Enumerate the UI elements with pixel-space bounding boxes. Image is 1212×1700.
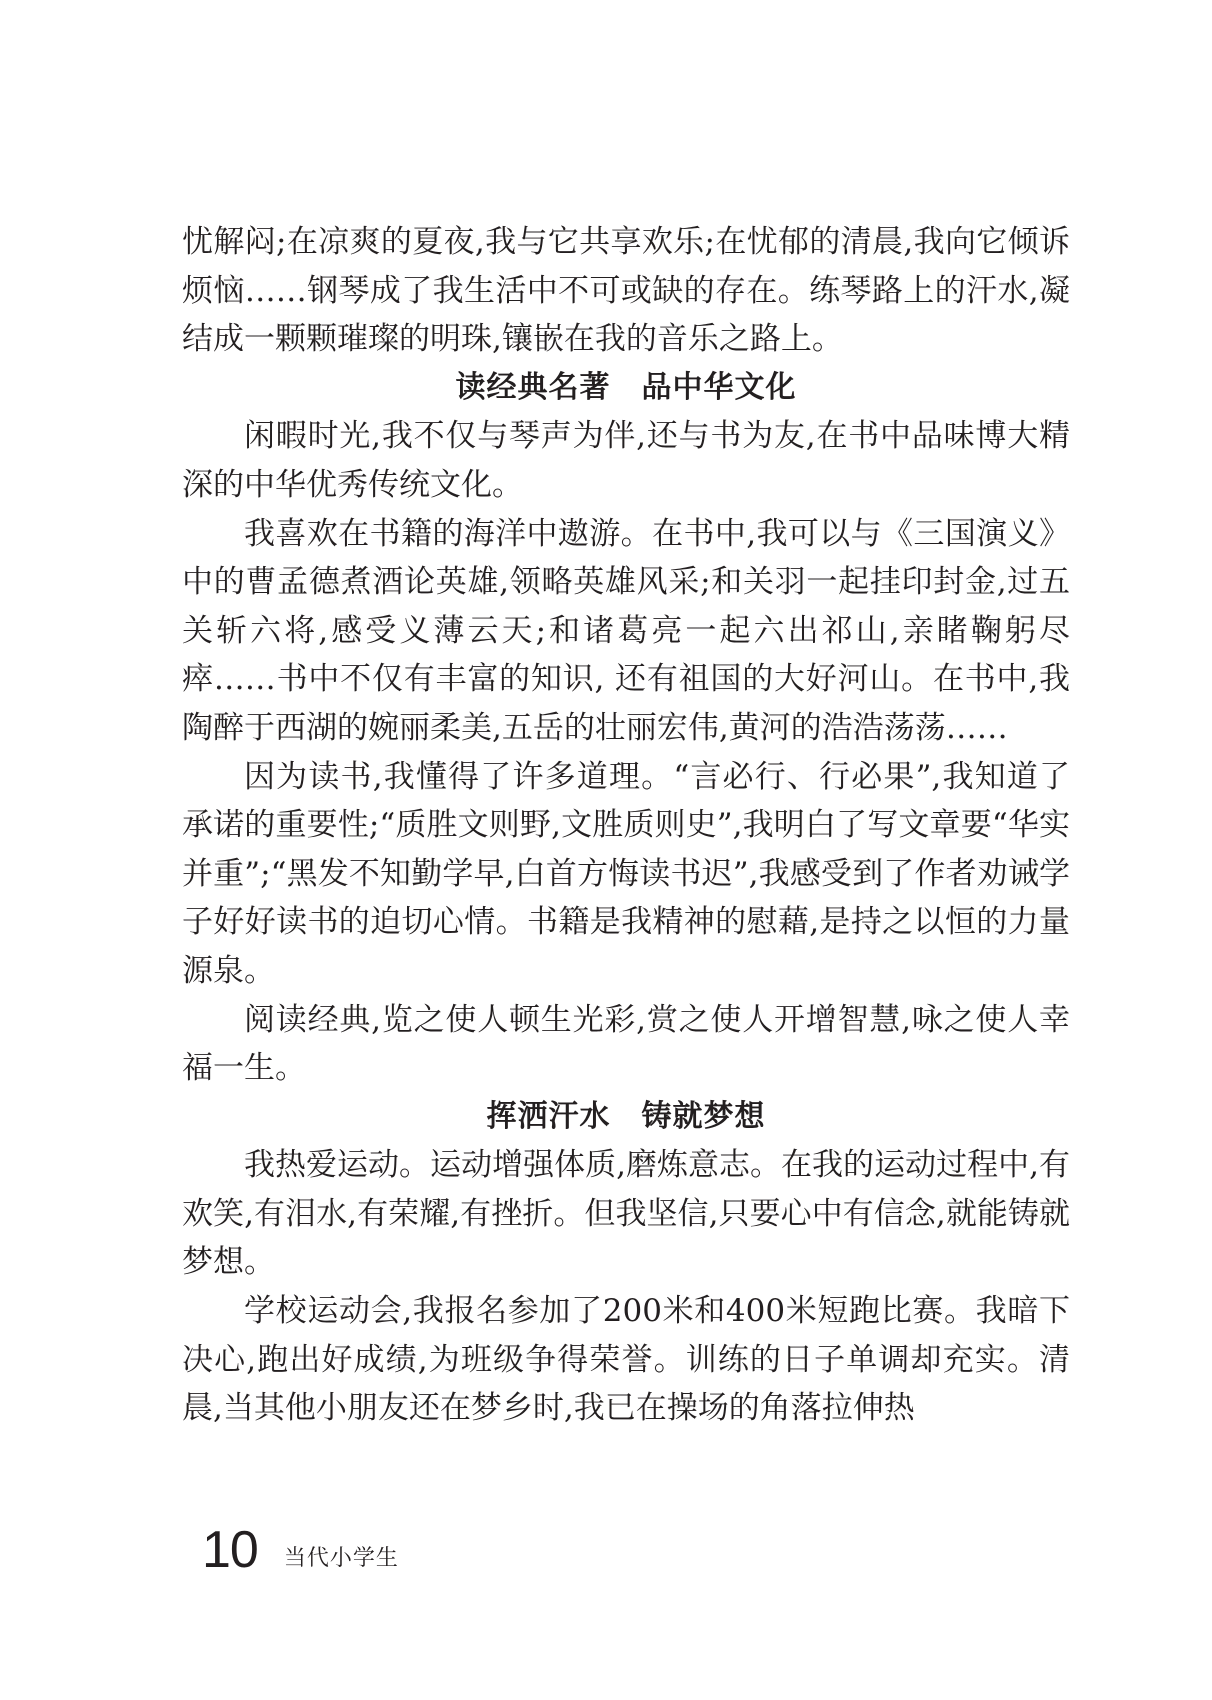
magazine-name: 当代小学生 <box>283 1546 399 1571</box>
paragraph: 学校运动会,我报名参加了200米和400米短跑比赛。我暗下决心,跑出好成绩,为班级争得荣誉。训练的日子单调却充实。清晨,当其他小朋友还在梦乡时,我已在操场的角落拉伸热 <box>182 1293 1070 1427</box>
paragraph: 我热爱运动。运动增强体质,磨炼意志。在我的运动过程中,有欢笑,有泪水,有荣耀,有挫折。但我坚信,只要心中有信念,就能铸就梦想。 <box>182 1147 1070 1281</box>
article-body <box>182 218 1070 1433</box>
page-footer <box>202 1512 399 1579</box>
paragraph: 我喜欢在书籍的海洋中遨游。在书中,我可以与《三国演义》中的曹孟德煮酒论英雄,领略英雄风采;和关羽一起挂印封金,过五关斩六将,感受义薄云天;和诸葛亮一起六出祁山,亲睹鞠躬尽瘁……书中不仅有丰富的知识, 还有祖国的大好河山。在书中,我陶醉于西湖的婉丽柔美,五岳的壮丽宏伟,黄河的浩浩荡荡…… <box>182 515 1070 746</box>
page-number: 10 <box>202 1521 258 1579</box>
paragraph: 闲暇时光,我不仅与琴声为伴,还与书为友,在书中品味博大精深的中华优秀传统文化。 <box>182 418 1070 503</box>
section-heading-sports: 挥洒汗水 铸就梦想 <box>486 1098 766 1134</box>
paragraph: 因为读书,我懂得了许多道理。“言必行、行必果”,我知道了承诺的重要性;“质胜文则野,文胜质则史”,我明白了写文章要“华实并重”;“黑发不知勤学早,白首方悔读书迟”,我感受到了作者劝诫学子好好读书的迫切心情。书籍是我精神的慰藉,是持之以恒的力量源泉。 <box>182 758 1070 989</box>
paragraph-continued: 忧解闷;在凉爽的夏夜,我与它共享欢乐;在忧郁的清晨,我向它倾诉烦恼……钢琴成了我生活中不可或缺的存在。练琴路上的汗水,凝结成一颗颗璀璨的明珠,镶嵌在我的音乐之路上。 <box>182 224 1070 358</box>
section-heading-reading: 读经典名著 品中华文化 <box>455 369 797 405</box>
paragraph: 阅读经典,览之使人顿生光彩,赏之使人开增智慧,咏之使人幸福一生。 <box>182 1001 1070 1087</box>
